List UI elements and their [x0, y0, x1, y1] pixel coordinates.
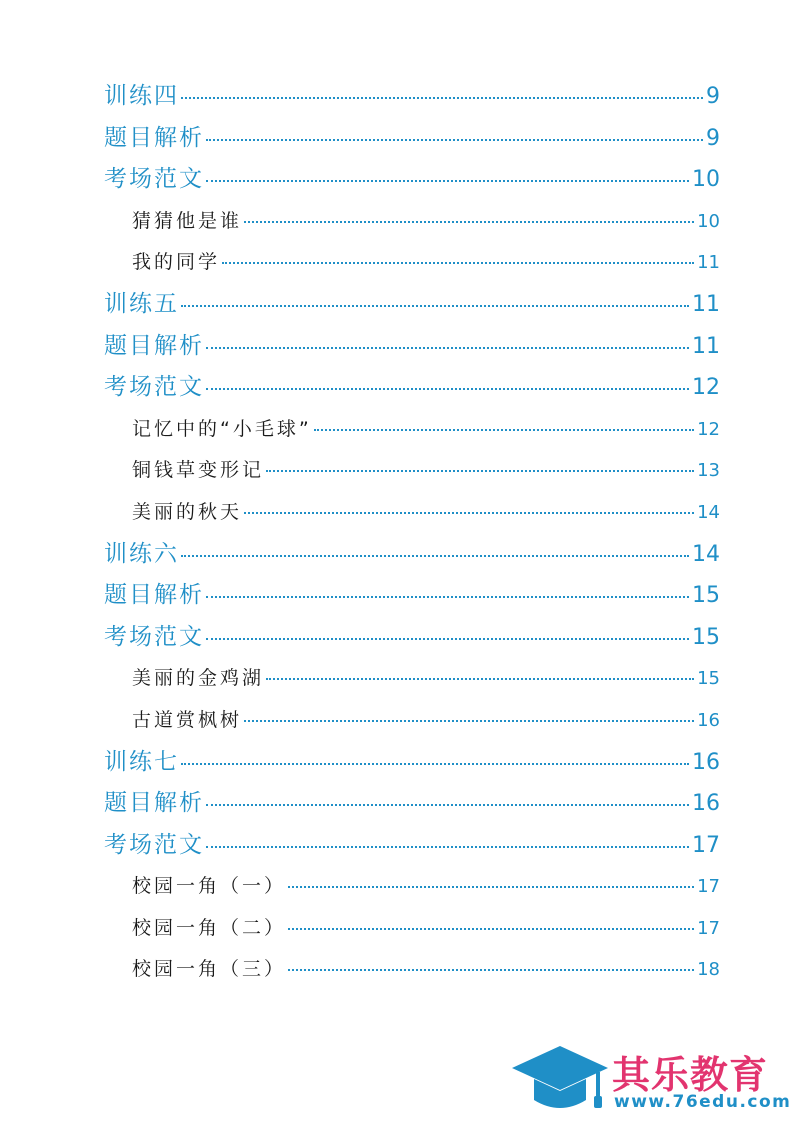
toc-entry-page: 12 — [692, 375, 720, 401]
toc-entry-title: 校园一角（一） — [132, 875, 287, 898]
toc-leader-dots — [206, 347, 689, 349]
toc-entry-page: 13 — [697, 460, 720, 482]
toc-heading-entry[interactable] — [104, 534, 720, 576]
table-of-contents — [104, 76, 720, 991]
toc-subentry[interactable] — [104, 409, 720, 451]
toc-entry-title: 题目解析 — [104, 124, 204, 151]
graduation-cap-icon — [510, 1044, 610, 1116]
toc-entry-title: 训练五 — [104, 290, 179, 317]
toc-entry-page: 14 — [692, 541, 720, 567]
toc-entry-page: 15 — [692, 624, 720, 650]
toc-subentry[interactable] — [104, 949, 720, 991]
toc-entry-page: 17 — [697, 917, 720, 939]
toc-heading-entry[interactable] — [104, 284, 720, 326]
toc-entry-page: 11 — [692, 333, 720, 359]
toc-leader-dots — [288, 969, 694, 971]
toc-leader-dots — [288, 928, 694, 930]
toc-entry-title: 训练七 — [104, 748, 179, 775]
toc-leader-dots — [206, 846, 689, 848]
toc-leader-dots — [206, 638, 689, 640]
toc-leader-dots — [244, 512, 694, 514]
brand-url: www.76edu.com — [614, 1092, 792, 1112]
toc-leader-dots — [181, 305, 689, 307]
toc-entry-title: 题目解析 — [104, 332, 204, 359]
toc-entry-page: 18 — [697, 959, 720, 981]
toc-subentry[interactable] — [104, 908, 720, 950]
toc-entry-title: 校园一角（三） — [132, 958, 287, 981]
toc-entry-title: 考场范文 — [104, 623, 204, 650]
toc-entry-title: 训练四 — [104, 83, 179, 109]
toc-entry-title: 古道赏枫树 — [132, 708, 243, 731]
toc-entry-page: 15 — [692, 583, 720, 609]
toc-leader-dots — [266, 678, 694, 680]
toc-entry-title: 校园一角（二） — [132, 916, 287, 939]
toc-entry-title: 美丽的金鸡湖 — [132, 667, 265, 690]
toc-entry-page: 15 — [697, 668, 720, 690]
toc-heading-entry[interactable] — [104, 742, 720, 784]
toc-entry-page: 9 — [706, 125, 720, 151]
toc-heading-entry[interactable] — [104, 617, 720, 659]
toc-entry-page: 10 — [692, 167, 720, 193]
toc-entry-page: 16 — [692, 791, 720, 817]
brand-logo — [510, 1040, 790, 1118]
toc-entry-page: 9 — [706, 84, 720, 109]
toc-subentry[interactable] — [104, 450, 720, 492]
toc-heading-entry[interactable] — [104, 575, 720, 617]
toc-entry-page: 16 — [697, 709, 720, 731]
toc-heading-entry[interactable] — [104, 825, 720, 867]
toc-leader-dots — [244, 720, 694, 722]
toc-subentry[interactable] — [104, 492, 720, 534]
toc-entry-page: 17 — [697, 876, 720, 898]
toc-entry-page: 14 — [697, 501, 720, 523]
toc-leader-dots — [266, 470, 694, 472]
toc-heading-entry[interactable] — [104, 76, 720, 118]
toc-entry-title: 题目解析 — [104, 582, 204, 609]
toc-heading-entry[interactable] — [104, 783, 720, 825]
toc-subentry[interactable] — [104, 658, 720, 700]
toc-entry-page: 17 — [692, 832, 720, 858]
toc-leader-dots — [181, 97, 703, 99]
toc-leader-dots — [181, 763, 689, 765]
toc-entry-title: 我的同学 — [132, 251, 221, 274]
toc-entry-title: 猜猜他是谁 — [132, 209, 243, 232]
toc-entry-title: 考场范文 — [104, 166, 204, 193]
toc-leader-dots — [288, 886, 694, 888]
toc-leader-dots — [314, 429, 694, 431]
toc-subentry[interactable] — [104, 700, 720, 742]
toc-heading-entry[interactable] — [104, 326, 720, 368]
toc-entry-title: 训练六 — [104, 540, 179, 567]
toc-entry-page: 11 — [692, 291, 720, 317]
toc-entry-title: 题目解析 — [104, 790, 204, 817]
toc-entry-title: 考场范文 — [104, 831, 204, 858]
toc-entry-page: 16 — [692, 749, 720, 775]
toc-subentry[interactable] — [104, 201, 720, 243]
toc-entry-title: 铜钱草变形记 — [132, 459, 265, 482]
toc-entry-page: 12 — [697, 418, 720, 440]
toc-entry-title: 记忆中的“小毛球” — [132, 417, 312, 440]
toc-entry-title: 考场范文 — [104, 374, 204, 401]
toc-leader-dots — [181, 555, 689, 557]
brand-name: 其乐教育 — [612, 1053, 769, 1097]
toc-leader-dots — [222, 262, 694, 264]
toc-leader-dots — [206, 388, 689, 390]
toc-subentry[interactable] — [104, 866, 720, 908]
toc-heading-entry[interactable] — [104, 118, 720, 160]
toc-entry-page: 11 — [697, 252, 720, 274]
toc-leader-dots — [244, 221, 694, 223]
toc-leader-dots — [206, 596, 689, 598]
toc-heading-entry[interactable] — [104, 367, 720, 409]
toc-leader-dots — [206, 180, 689, 182]
toc-entry-page: 10 — [697, 210, 720, 232]
toc-subentry[interactable] — [104, 242, 720, 284]
toc-leader-dots — [206, 804, 689, 806]
toc-heading-entry[interactable] — [104, 159, 720, 201]
toc-entry-title: 美丽的秋天 — [132, 500, 243, 523]
toc-leader-dots — [206, 139, 703, 141]
